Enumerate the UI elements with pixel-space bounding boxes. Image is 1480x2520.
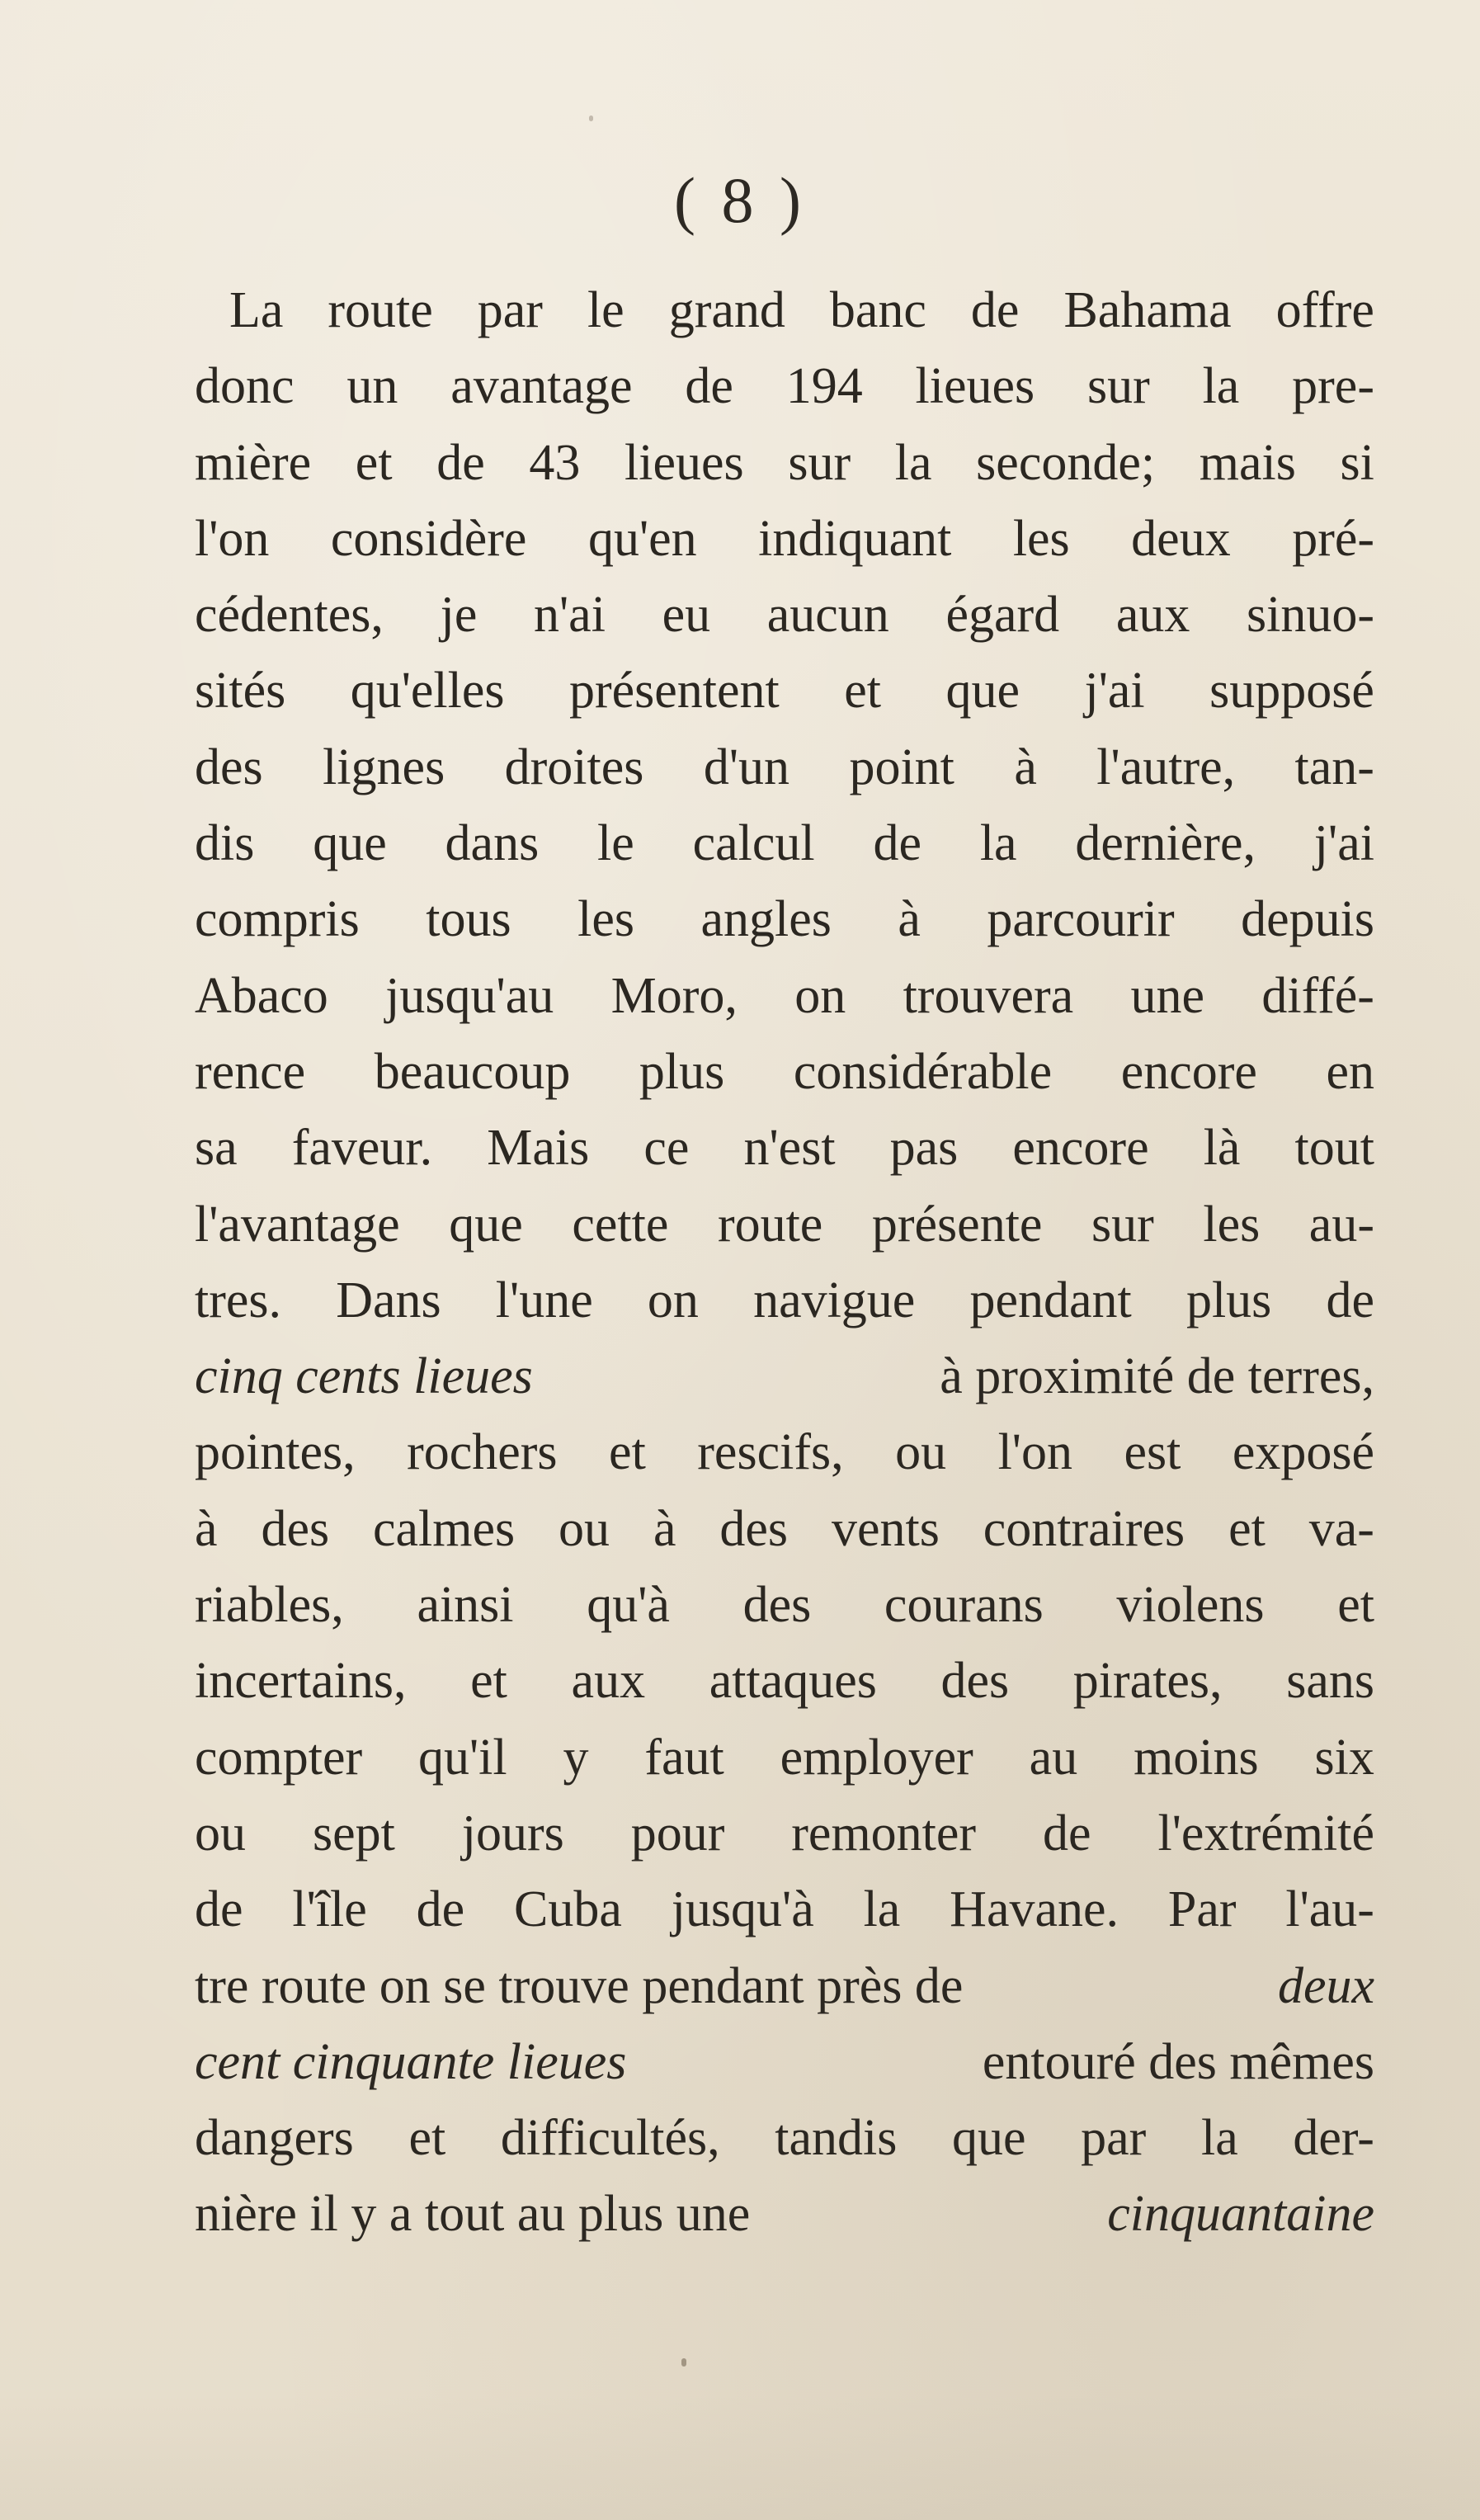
word: navigue <box>753 1272 916 1328</box>
word: beaucoup <box>374 1043 571 1100</box>
word: cette <box>572 1196 669 1253</box>
word: Bahama <box>1063 282 1232 338</box>
page-number: ( 8 ) <box>674 164 806 236</box>
word: sans <box>1286 1653 1374 1710</box>
word: aucun <box>766 587 889 644</box>
word: des <box>719 1500 789 1557</box>
text-line <box>195 729 1374 805</box>
word: pour <box>630 1805 725 1862</box>
text-line <box>195 805 1374 881</box>
word: lieues <box>625 434 744 491</box>
word: dis <box>195 815 255 872</box>
word: compris <box>195 891 360 948</box>
word: des <box>742 1577 812 1634</box>
word: va- <box>1308 1500 1374 1557</box>
word: on <box>794 967 846 1024</box>
word: contraires <box>983 1500 1185 1557</box>
word: et <box>1337 1577 1374 1634</box>
text-line <box>195 2024 1374 2100</box>
word: à <box>1014 739 1037 795</box>
text-segment: nière il y a tout au plus une <box>195 2186 751 2243</box>
text-segment: tre route on se trouve pendant près de <box>195 1957 964 2014</box>
word: indiquant <box>758 510 952 567</box>
word: des <box>195 739 263 795</box>
word: der- <box>1293 2110 1374 2167</box>
word: aux <box>1115 587 1190 644</box>
word: les <box>1203 1196 1261 1253</box>
word: et <box>1228 1500 1266 1557</box>
word: à <box>898 891 921 948</box>
italic-text-segment: cinquantaine <box>1107 2186 1374 2243</box>
word: le <box>587 282 625 338</box>
word: courans <box>884 1577 1044 1634</box>
word: qu'il <box>418 1729 507 1786</box>
word: sur <box>788 434 851 491</box>
word: que <box>449 1196 523 1253</box>
italic-text-segment: deux <box>1277 1957 1374 2014</box>
word: de <box>416 1881 465 1938</box>
text-line <box>195 1796 1374 1871</box>
word: au- <box>1308 1196 1374 1253</box>
word: point <box>849 739 954 795</box>
word: offre <box>1275 282 1374 338</box>
text-line <box>195 1871 1374 1947</box>
word: de <box>1043 1805 1091 1862</box>
word: banc <box>829 282 926 338</box>
word: rence <box>195 1043 306 1100</box>
italic-text-segment: cinq cents lieues <box>195 1348 533 1405</box>
word: eu <box>662 587 711 644</box>
word: Abaco <box>195 967 328 1024</box>
word: l'île <box>292 1881 367 1938</box>
word: calcul <box>692 815 815 872</box>
word: et <box>470 1653 507 1710</box>
word: de <box>195 1881 243 1938</box>
text-line <box>195 653 1374 729</box>
word: trouvera <box>903 967 1074 1024</box>
word: par <box>1081 2110 1147 2167</box>
word: moins <box>1134 1729 1259 1786</box>
word: sur <box>1091 1196 1154 1253</box>
word: Mais <box>487 1120 590 1177</box>
word: 43 <box>529 434 581 491</box>
paper-speck <box>589 116 593 121</box>
word: compter <box>195 1729 363 1786</box>
text-line <box>195 1720 1374 1796</box>
word: par <box>477 282 543 338</box>
word: six <box>1314 1729 1374 1786</box>
word: depuis <box>1241 891 1374 948</box>
text-line <box>195 1643 1374 1719</box>
text-line <box>195 501 1374 577</box>
word: qu'à <box>587 1577 670 1634</box>
word: là <box>1203 1120 1241 1177</box>
word: la <box>894 434 932 491</box>
word: sinuo- <box>1247 587 1374 644</box>
word: rochers <box>407 1424 558 1481</box>
word: route <box>328 282 433 338</box>
word: pré- <box>1292 510 1374 567</box>
word: tous <box>426 891 511 948</box>
word: considérable <box>793 1043 1053 1100</box>
word: j'ai <box>1084 663 1145 720</box>
word: plus <box>639 1043 725 1100</box>
word: je <box>440 587 478 644</box>
word: l'on <box>997 1424 1072 1481</box>
word: l'avantage <box>195 1196 400 1253</box>
word: jusqu'au <box>385 967 554 1024</box>
word: j'ai <box>1313 815 1374 872</box>
word: et <box>609 1424 646 1481</box>
word: et <box>355 434 393 491</box>
word: les <box>577 891 634 948</box>
word: est <box>1124 1424 1181 1481</box>
word: La <box>229 282 284 338</box>
text-segment: à proximité de terres, <box>940 1348 1374 1405</box>
word: n'ai <box>534 587 606 644</box>
body-text <box>195 272 1374 2253</box>
word: tandis <box>775 2110 898 2167</box>
word: la <box>863 1881 901 1938</box>
word: présente <box>871 1196 1043 1253</box>
word: la <box>979 815 1017 872</box>
word: une <box>1130 967 1205 1024</box>
word: sept <box>312 1805 395 1862</box>
word: cédentes, <box>195 587 384 644</box>
word: Par <box>1167 1881 1237 1938</box>
text-line <box>195 1034 1374 1110</box>
word: des <box>940 1653 1010 1710</box>
word: l'autre, <box>1096 739 1236 795</box>
word: dangers <box>195 2110 354 2167</box>
word: lieues <box>915 358 1035 415</box>
word: que <box>313 815 387 872</box>
word: avantage <box>450 358 633 415</box>
word: rescifs, <box>697 1424 844 1481</box>
word: dans <box>445 815 540 872</box>
word: de <box>873 815 921 872</box>
text-line <box>195 881 1374 957</box>
word: qu'en <box>587 510 697 567</box>
word: droites <box>504 739 644 795</box>
word: ce <box>643 1120 690 1177</box>
word: plus <box>1185 1272 1272 1328</box>
word: deux <box>1131 510 1231 567</box>
text-line <box>195 1187 1374 1262</box>
word: si <box>1340 434 1374 491</box>
word: que <box>951 2110 1026 2167</box>
word: de <box>685 358 733 415</box>
word: route <box>717 1196 823 1253</box>
word: tres. <box>195 1272 282 1328</box>
text-segment: entouré des mêmes <box>982 2033 1374 2090</box>
word: pendant <box>969 1272 1132 1328</box>
word: attaques <box>709 1653 877 1710</box>
word: exposé <box>1232 1424 1374 1481</box>
word: calmes <box>373 1500 516 1557</box>
text-line <box>195 1948 1374 2024</box>
word: dernière, <box>1075 815 1256 872</box>
word: l'on <box>195 510 270 567</box>
word: angles <box>700 891 832 948</box>
word: y <box>563 1729 589 1786</box>
word: de <box>970 282 1020 338</box>
word: violens <box>1116 1577 1265 1634</box>
paper-speck <box>681 2358 686 2367</box>
word: parcourir <box>987 891 1175 948</box>
word: ou <box>895 1424 947 1481</box>
word: à <box>653 1500 676 1557</box>
word: et <box>408 2110 446 2167</box>
word: l'extrémité <box>1157 1805 1374 1862</box>
word: donc <box>195 358 295 415</box>
word: tan- <box>1294 739 1374 795</box>
word: mais <box>1199 434 1296 491</box>
text-line <box>195 348 1374 424</box>
word: ainsi <box>417 1577 514 1634</box>
text-line <box>195 2176 1374 2252</box>
word: encore <box>1120 1043 1257 1100</box>
word: les <box>1012 510 1070 567</box>
word: tout <box>1294 1120 1374 1177</box>
word: la <box>1202 358 1240 415</box>
word: jours <box>461 1805 564 1862</box>
word: pointes, <box>195 1424 356 1481</box>
text-line <box>195 2100 1374 2176</box>
word: ou <box>195 1805 246 1862</box>
italic-text-segment: cent cinquante lieues <box>195 2033 627 2090</box>
word: sur <box>1086 358 1150 415</box>
word: Cuba <box>513 1881 622 1938</box>
word: Dans <box>336 1272 441 1328</box>
word: n'est <box>743 1120 836 1177</box>
word: le <box>597 815 634 872</box>
word: que <box>945 663 1020 720</box>
word: pirates, <box>1072 1653 1223 1710</box>
word: faut <box>644 1729 724 1786</box>
word: diffé- <box>1261 967 1374 1024</box>
word: faveur. <box>291 1120 433 1177</box>
word: aux <box>571 1653 646 1710</box>
word: l'une <box>495 1272 593 1328</box>
word: Havane. <box>950 1881 1119 1938</box>
word: la <box>1200 2110 1238 2167</box>
word: égard <box>945 587 1060 644</box>
word: un <box>346 358 398 415</box>
word: seconde; <box>976 434 1156 491</box>
word: présentent <box>569 663 780 720</box>
word: lignes <box>323 739 445 795</box>
word: employer <box>780 1729 973 1786</box>
text-line <box>195 1262 1374 1338</box>
word: riables, <box>195 1577 344 1634</box>
text-line <box>195 1414 1374 1490</box>
word: des <box>261 1500 330 1557</box>
word: de <box>436 434 485 491</box>
text-line <box>195 577 1374 653</box>
word: on <box>647 1272 699 1328</box>
word: difficultés, <box>500 2110 720 2167</box>
word: considère <box>330 510 527 567</box>
text-line <box>195 1338 1374 1414</box>
text-line <box>195 958 1374 1034</box>
text-line <box>195 272 1374 348</box>
word: incertains, <box>195 1653 407 1710</box>
text-line <box>195 1567 1374 1643</box>
word: remonter <box>791 1805 977 1862</box>
word: qu'elles <box>350 663 505 720</box>
word: Moro, <box>610 967 738 1024</box>
text-line <box>195 1110 1374 1186</box>
word: 194 <box>785 358 863 415</box>
word: mière <box>195 434 312 491</box>
word: encore <box>1012 1120 1149 1177</box>
text-line <box>195 1491 1374 1567</box>
word: ou <box>559 1500 610 1557</box>
word: vents <box>831 1500 940 1557</box>
word: supposé <box>1209 663 1374 720</box>
word: d'un <box>703 739 789 795</box>
word: au <box>1029 1729 1078 1786</box>
word: pre- <box>1292 358 1374 415</box>
word: sa <box>195 1120 238 1177</box>
word: l'au- <box>1285 1881 1374 1938</box>
word: en <box>1326 1043 1374 1100</box>
word: jusqu'à <box>671 1881 814 1938</box>
word: à <box>195 1500 218 1557</box>
word: et <box>844 663 882 720</box>
word: grand <box>668 282 785 338</box>
word: de <box>1326 1272 1374 1328</box>
word: pas <box>889 1120 959 1177</box>
word: sités <box>195 663 286 720</box>
text-line <box>195 425 1374 501</box>
